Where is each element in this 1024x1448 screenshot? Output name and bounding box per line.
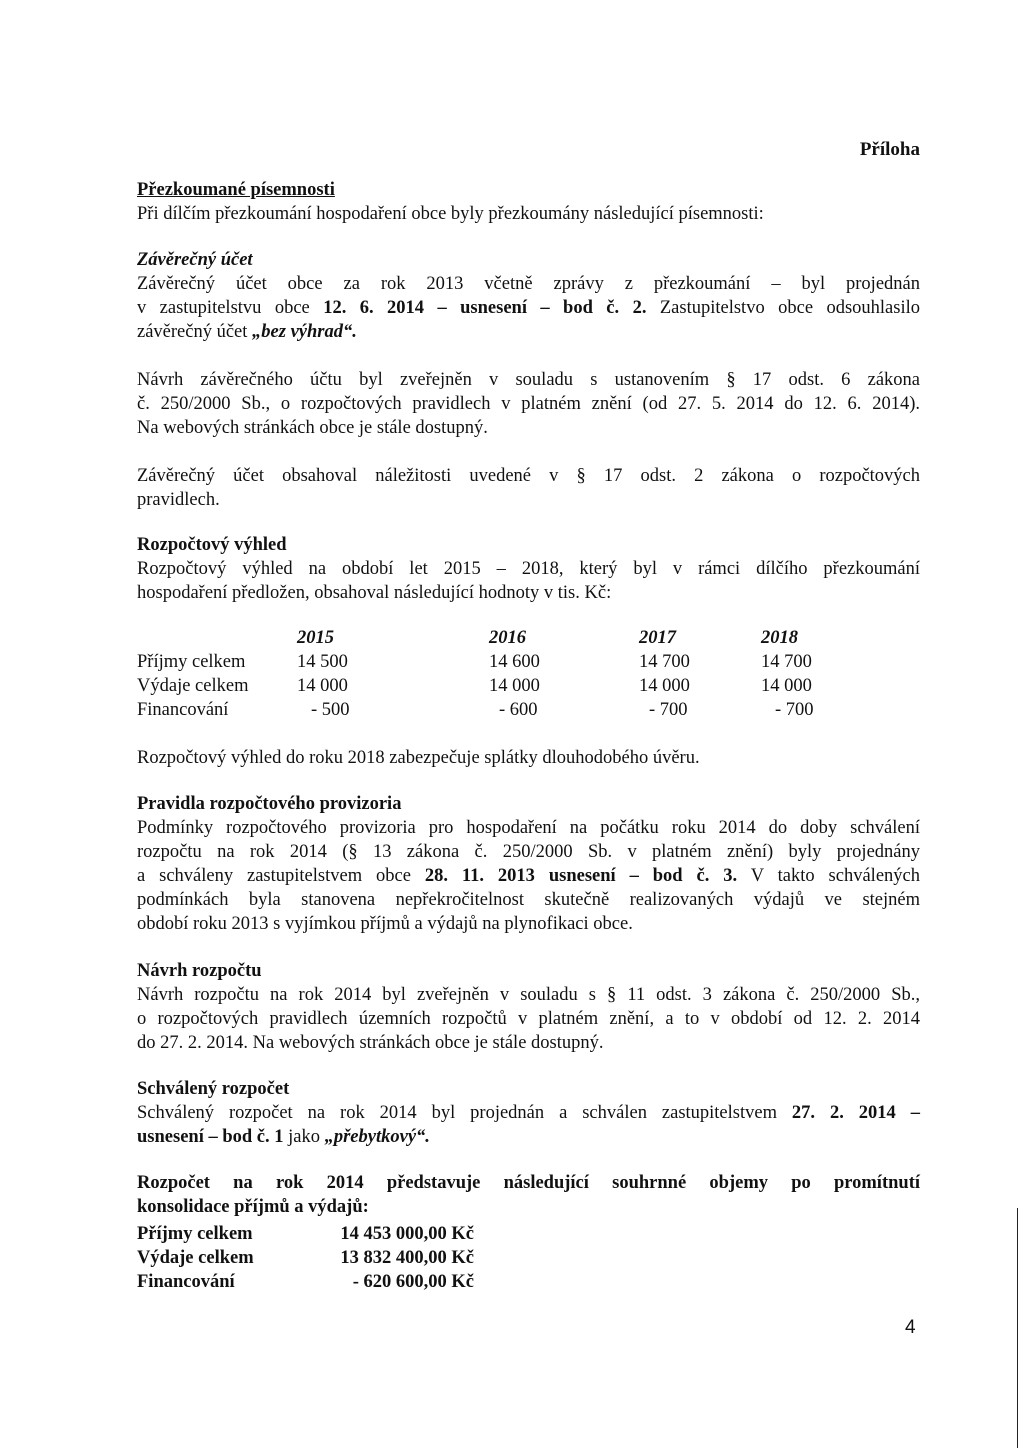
text-run: Zastupitelstvo obce odsouhlasilo — [646, 298, 920, 318]
paragraph-line: do 27. 2. 2014. Na webových stránkách obce je stále dostupný. — [137, 1033, 604, 1053]
resolution-reference: 28. 11. 2013 usnesení – bod č. 3. — [424, 866, 738, 886]
section-heading: Přezkoumané písemnosti — [137, 180, 335, 200]
paragraph-line: podmínkách byla stanovena nepřekročitelnost skutečně realizovaných výdajů ve stejném — [137, 890, 920, 910]
row-label: Výdaje celkem — [137, 1248, 254, 1268]
table-cell: 14 000 — [489, 676, 540, 696]
section-heading: Rozpočtový výhled — [137, 535, 287, 555]
table-row — [137, 1246, 474, 1270]
row-label: Výdaje celkem — [137, 676, 249, 696]
year-header: 2017 — [639, 628, 676, 648]
table-cell: 14 000 — [761, 676, 812, 696]
paragraph-line: Podmínky rozpočtového provizoria pro hospodaření na počátku roku 2014 do doby schválení — [137, 818, 920, 838]
paragraph-line — [137, 320, 920, 344]
paragraph-line: pravidlech. — [137, 490, 220, 510]
text-run: V takto schválených — [737, 866, 920, 886]
budget-type: „přebytkový“. — [324, 1127, 430, 1147]
table-cell: 14 600 — [489, 652, 540, 672]
table-row — [137, 650, 865, 674]
paragraph-line: Návrh závěrečného účtu byl zveřejněn v souladu s ustanovením § 17 odst. 6 zákona — [137, 370, 920, 390]
paragraph-line: Závěrečný účet obsahoval náležitosti uvedené v § 17 odst. 2 zákona o rozpočtových — [137, 466, 920, 486]
resolution-reference: usnesení – bod č. 1 — [137, 1127, 284, 1147]
paragraph-line: o rozpočtových pravidlech územních rozpočtů v platném znění, a to v období od 12. 2. 2014 — [137, 1009, 920, 1029]
table-cell: - 620 600,00 Kč — [352, 1272, 474, 1292]
paragraph-line — [137, 1125, 920, 1149]
table-cell: - 500 — [311, 700, 350, 720]
table-cell: - 700 — [775, 700, 814, 720]
paragraph-line: rozpočtu na rok 2014 (§ 13 zákona č. 250/2000 Sb. v platném znění) byly projednány — [137, 842, 920, 862]
budget-2014-summary — [137, 1222, 474, 1294]
table-row — [137, 1222, 474, 1246]
paragraph-line: období roku 2013 s vyjímkou příjmů a výdajů na plynofikaci obce. — [137, 914, 633, 934]
year-header: 2015 — [297, 628, 334, 648]
closing-account-requirements — [137, 464, 920, 512]
section-heading: Schválený rozpočet — [137, 1079, 290, 1099]
row-label: Financování — [137, 700, 229, 720]
table-row — [137, 674, 865, 698]
paragraph-line: hospodaření předložen, obsahoval následující hodnoty v tis. Kč: — [137, 583, 612, 603]
paragraph-line — [137, 864, 920, 888]
table-row — [137, 698, 865, 722]
table-header-cell — [137, 626, 287, 650]
paragraph-line — [137, 296, 920, 320]
table-cell: 14 000 — [297, 676, 348, 696]
row-label: Příjmy celkem — [137, 1224, 253, 1244]
row-label: Příjmy celkem — [137, 652, 246, 672]
paragraph-line: konsolidace příjmů a výdajů: — [137, 1197, 369, 1217]
scan-edge-line — [1017, 1208, 1018, 1448]
budget-outlook-table — [137, 626, 865, 722]
closing-account-publication — [137, 368, 920, 440]
provisional-budget-section — [137, 792, 920, 936]
table-cell: 14 453 000,00 Kč — [340, 1224, 474, 1244]
table-cell: 14 000 — [639, 676, 690, 696]
text-run: a schváleny zastupitelstvem obce — [137, 866, 425, 886]
closing-account-section — [137, 248, 920, 344]
paragraph-line: Návrh rozpočtu na rok 2014 byl zveřejněn v souladu s § 11 odst. 3 zákona č. 250/2000 Sb., — [137, 985, 920, 1005]
table-cell: - 600 — [499, 700, 538, 720]
table-cell: 14 700 — [639, 652, 690, 672]
text-run: závěrečný účet — [137, 322, 253, 342]
table-cell: 14 500 — [297, 652, 348, 672]
year-header: 2018 — [761, 628, 798, 648]
budget-outlook-note — [137, 746, 920, 770]
budget-2014-section — [137, 1171, 920, 1219]
table-cell: 13 832 400,00 Kč — [340, 1248, 474, 1268]
text-run: v zastupitelstvu obce — [137, 298, 324, 318]
section-heading: Pravidla rozpočtového provizoria — [137, 794, 402, 814]
table-cell: - 700 — [649, 700, 688, 720]
approval-verdict: „bez výhrad“. — [252, 322, 357, 342]
paragraph-line: Na webových stránkách obce je stále dostupný. — [137, 418, 488, 438]
intro-section — [137, 178, 920, 226]
budget-draft-section — [137, 959, 920, 1055]
approval-date: 27. 2. 2014 – — [791, 1103, 920, 1123]
paragraph-line: Rozpočet na rok 2014 představuje následující souhrnné objemy po promítnutí — [137, 1173, 920, 1193]
paragraph-line: č. 250/2000 Sb., o rozpočtových pravidlech v platném znění (od 27. 5. 2014 do 12. 6. 2014). — [137, 394, 920, 414]
page-number: 4 — [905, 1317, 916, 1338]
text-run: Schválený rozpočet na rok 2014 byl projednán a schválen zastupitelstvem — [137, 1103, 792, 1123]
text-run: jako — [283, 1127, 325, 1147]
section-heading: Návrh rozpočtu — [137, 961, 262, 981]
paragraph-text: Při dílčím přezkoumání hospodaření obce byly přezkoumány následující písemnosti: — [137, 204, 764, 224]
table-header-row — [137, 626, 865, 650]
paragraph-line: Rozpočtový výhled na období let 2015 – 2018, který byl v rámci dílčího přezkoumání — [137, 559, 920, 579]
paragraph-line — [137, 1101, 920, 1125]
year-header: 2016 — [489, 628, 526, 648]
paragraph-line: Závěrečný účet obce za rok 2013 včetně zprávy z přezkoumání – byl projednán — [137, 274, 920, 294]
resolution-reference: 12. 6. 2014 – usnesení – bod č. 2. — [323, 298, 647, 318]
row-label: Financování — [137, 1272, 235, 1292]
approved-budget-section — [137, 1077, 920, 1149]
paragraph-line: Rozpočtový výhled do roku 2018 zabezpečuje splátky dlouhodobého úvěru. — [137, 748, 700, 768]
section-heading: Závěrečný účet — [137, 250, 253, 270]
table-cell: 14 700 — [761, 652, 812, 672]
attachment-label: Příloha — [859, 139, 920, 160]
table-row — [137, 1270, 474, 1294]
budget-outlook-section — [137, 533, 920, 605]
